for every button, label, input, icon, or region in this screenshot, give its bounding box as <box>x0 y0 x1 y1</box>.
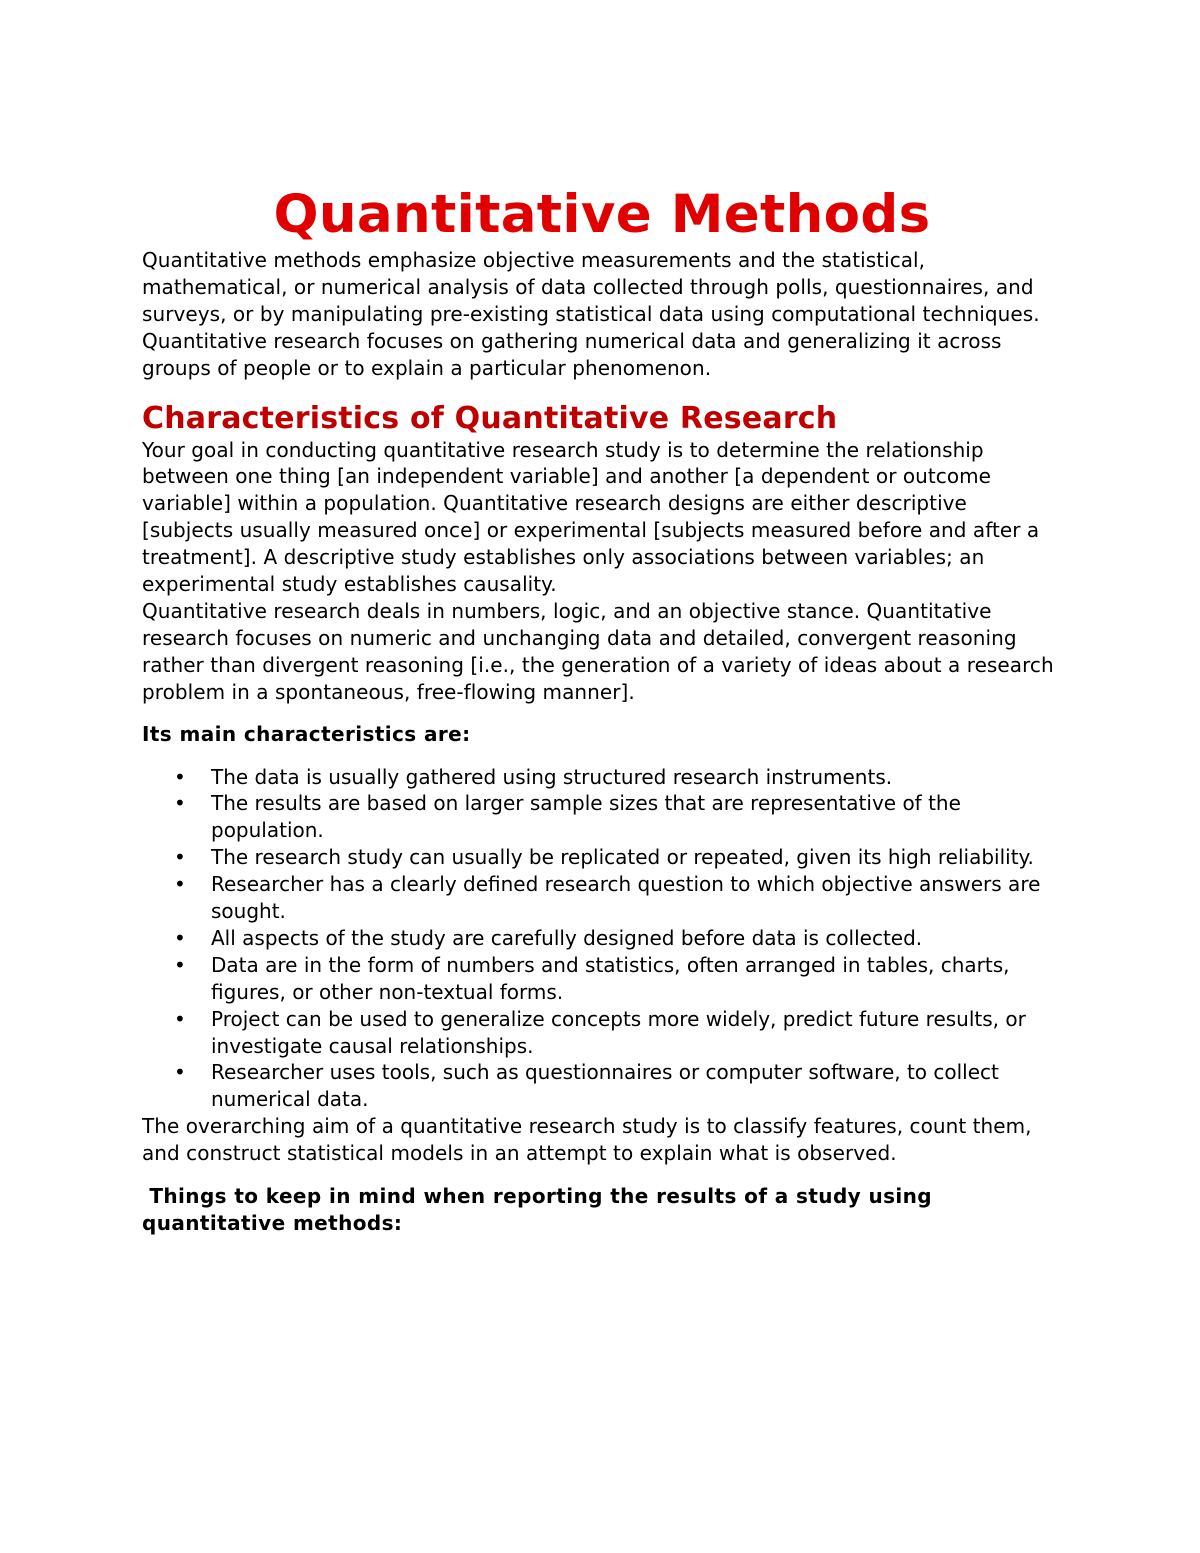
list-item <box>142 764 1062 791</box>
bullet-icon: • <box>174 791 186 816</box>
bullet-icon: • <box>174 845 186 870</box>
list-item-text: Project can be used to generalize concepts more widely, predict future results, or investigate causal relationships. <box>211 1006 1026 1058</box>
list-item <box>142 844 1062 871</box>
list-item <box>142 1006 1062 1060</box>
characteristics-heading: Its main characteristics are: <box>142 721 471 746</box>
list-item <box>142 952 1062 1006</box>
numbers-paragraph: Quantitative research deals in numbers, logic, and an objective stance. Quantitative research focuses on numeric and unchanging data and detailed, convergent reasoning rather than divergent reasoning [i.e., the generation of a variety of ideas about a research problem in a spontaneous, free-flowing manner]. <box>142 598 1054 704</box>
list-item-text: Researcher has a clearly defined research question to which objective answers are sought. <box>211 872 1041 924</box>
bullet-icon: • <box>174 764 186 789</box>
bullet-icon: • <box>174 872 186 897</box>
bullet-icon: • <box>174 1006 186 1031</box>
reporting-heading: Things to keep in mind when reporting the results of a study using quantitative methods: <box>142 1184 940 1235</box>
list-item-text: The research study can usually be replicated or repeated, given its high reliability. <box>211 845 1034 870</box>
list-item <box>142 871 1062 925</box>
bullet-icon: • <box>174 1060 186 1085</box>
list-item <box>142 790 1062 844</box>
bullet-icon: • <box>174 925 186 950</box>
list-item <box>142 925 1062 952</box>
list-item-text: The data is usually gathered using structured research instruments. <box>211 764 893 789</box>
page-content <box>142 183 1062 1237</box>
section-heading: Characteristics of Quantitative Research <box>142 400 838 436</box>
intro-paragraph: Quantitative methods emphasize objective measurements and the statistical, mathematical, or numerical analysis of data collected through polls, questionnaires, and surveys, or by manipulating pre-existing statistical data using computational techniques. Quantitative research focuses on gathering numerical data and generalizing it across groups of people or to explain a particular phenomenon. <box>142 248 1040 380</box>
document-title: Quantitative Methods <box>273 184 931 245</box>
list-item-text: Researcher uses tools, such as questionnaires or computer software, to collect numerical data. <box>211 1060 999 1112</box>
list-item-text: Data are in the form of numbers and statistics, often arranged in tables, charts, figures, or other non-textual forms. <box>211 952 1010 1004</box>
goal-paragraph: Your goal in conducting quantitative research study is to determine the relationship between one thing [an independent variable] and another [a dependent or outcome variable] within a population. Quantitative research designs are either descriptive [subjects usually measured once] or experimental [subjects measured before and after a treatment]. A descriptive study establishes only associations between variables; an experimental study establishes causality. <box>142 437 1040 597</box>
list-item-text: The results are based on larger sample sizes that are representative of the population. <box>211 791 961 843</box>
list-item-text: All aspects of the study are carefully designed before data is collected. <box>211 925 923 950</box>
bullet-icon: • <box>174 952 186 977</box>
aim-paragraph: The overarching aim of a quantitative research study is to classify features, count them, and construct statistical models in an attempt to explain what is observed. <box>142 1114 1032 1166</box>
list-item <box>142 1059 1062 1113</box>
characteristics-list <box>142 764 1062 1114</box>
